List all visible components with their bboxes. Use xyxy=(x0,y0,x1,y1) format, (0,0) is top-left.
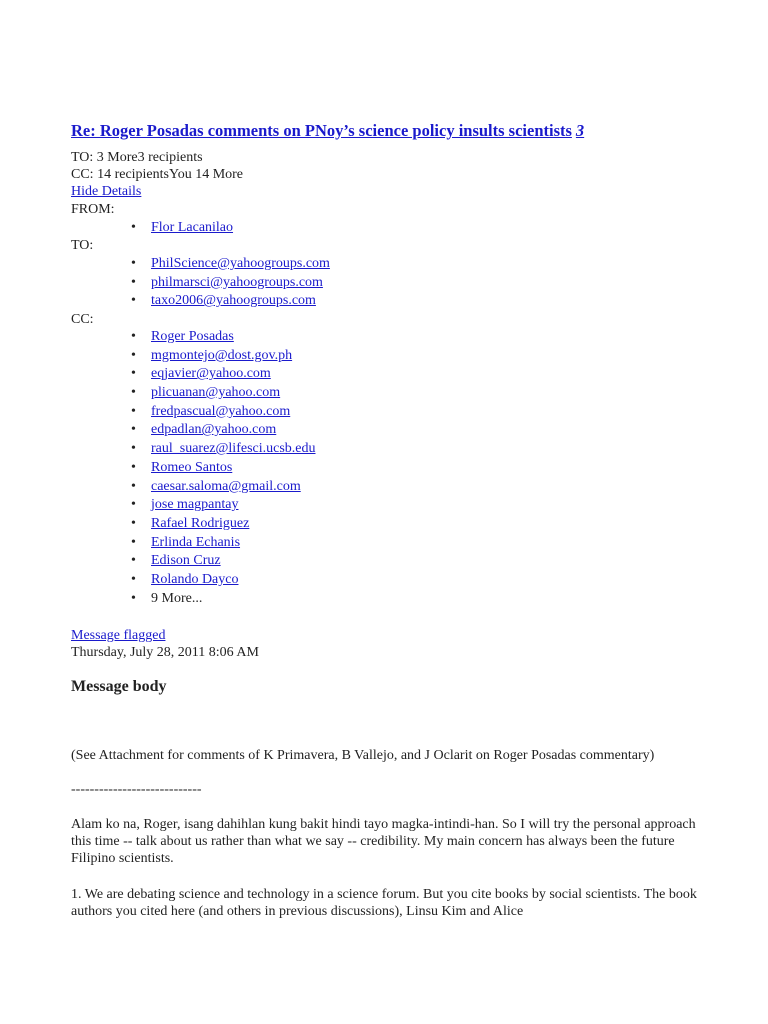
from-label: FROM: xyxy=(71,202,115,217)
cc-recipient-link-roger-posadas[interactable]: Roger Posadas xyxy=(151,329,234,344)
cc-recipient-item xyxy=(131,534,316,553)
message-date: Thursday, July 28, 2011 8:06 AM xyxy=(71,645,259,660)
cc-recipient-item xyxy=(131,421,316,440)
cc-summary: CC: 14 recipientsYou 14 More xyxy=(71,167,244,182)
cc-recipient-item xyxy=(131,496,316,515)
cc-recipient-link-edison-cruz[interactable]: Edison Cruz xyxy=(151,553,221,569)
cc-recipient-link-eqjavier-yahoo-com[interactable]: eqjavier@yahoo.com xyxy=(151,366,271,382)
subject-link[interactable]: Re: Roger Posadas comments on PNoy’s science policy insults scientists xyxy=(71,121,572,140)
email-subject xyxy=(71,121,584,141)
cc-recipient-item xyxy=(131,552,316,571)
message-body-title: Message body xyxy=(71,678,167,695)
to-list xyxy=(131,255,330,311)
cc-recipient-item xyxy=(131,515,316,534)
cc-recipient-link-edpadlan-yahoo-com[interactable]: edpadlan@yahoo.com xyxy=(151,422,277,438)
cc-more-recipients[interactable] xyxy=(131,590,316,609)
cc-label: CC: xyxy=(71,312,94,327)
from-recipient-item xyxy=(131,219,233,238)
cc-recipient-link-rolando-dayco[interactable]: Rolando Dayco xyxy=(151,571,239,587)
cc-recipient-item xyxy=(131,403,316,422)
to-recipient-link-philscience-yahoogroups-com[interactable]: PhilScience@yahoogroups.com xyxy=(151,256,330,271)
to-label: TO: xyxy=(71,238,94,253)
body-paragraph-point-1: 1. We are debating science and technology in a science forum. But you cite books by social scientists. The book authors you cited here (and others in previous discussions), Linsu Kim and Alice xyxy=(71,887,697,919)
cc-recipient-item xyxy=(131,347,316,366)
cc-recipient-link-fredpascual-yahoo-com[interactable]: fredpascual@yahoo.com xyxy=(151,403,291,419)
body-paragraph-personal-approach: Alam ko na, Roger, isang dahihlan kung bakit hindi tayo magka-intindi-han. So I will try the personal approach this time -- talk about us rather than what we say -- credibility. My main concern has always been the future Filipino scientists. xyxy=(71,817,696,866)
to-recipient-link-philmarsci-yahoogroups-com[interactable]: philmarsci@yahoogroups.com xyxy=(151,274,323,290)
to-recipient-item xyxy=(131,274,330,293)
cc-recipient-item xyxy=(131,571,316,590)
cc-recipient-link-caesar-saloma-gmail-com[interactable]: caesar.saloma@gmail.com xyxy=(151,478,301,494)
cc-recipient-item xyxy=(131,459,316,478)
cc-list xyxy=(131,328,316,608)
cc-recipient-item xyxy=(131,440,316,459)
to-recipient-item xyxy=(131,255,330,274)
cc-recipient-link-erlinda-echanis[interactable]: Erlinda Echanis xyxy=(151,534,241,550)
cc-recipient-link-plicuanan-yahoo-com[interactable]: plicuanan@yahoo.com xyxy=(151,385,281,401)
to-summary: TO: 3 More3 recipients xyxy=(71,150,203,165)
thread-count-link[interactable]: 3 xyxy=(575,121,585,140)
from-recipient-link-flor-lacanilao[interactable]: Flor Lacanilao xyxy=(151,220,234,235)
message-flagged-link[interactable]: Message flagged xyxy=(71,628,166,643)
cc-recipient-link-rafael-rodriguez[interactable]: Rafael Rodriguez xyxy=(151,515,250,531)
hide-details-link[interactable]: Hide Details xyxy=(71,184,142,199)
cc-more-label: 9 More... xyxy=(151,590,203,606)
body-separator: ---------------------------- xyxy=(71,782,202,797)
cc-recipient-item xyxy=(131,328,316,347)
cc-recipient-item xyxy=(131,365,316,384)
to-recipient-item xyxy=(131,292,330,311)
cc-recipient-link-romeo-santos[interactable]: Romeo Santos xyxy=(151,459,233,475)
to-recipient-link-taxo2006-yahoogroups-com[interactable]: taxo2006@yahoogroups.com xyxy=(151,293,316,309)
body-paragraph-attachment-note: (See Attachment for comments of K Primavera, B Vallejo, and J Oclarit on Roger Posadas commentary) xyxy=(71,748,655,763)
cc-recipient-link-mgmontejo-dost-gov-ph[interactable]: mgmontejo@dost.gov.ph xyxy=(151,347,293,363)
from-list xyxy=(131,219,233,238)
cc-recipient-item xyxy=(131,478,316,497)
cc-recipient-item xyxy=(131,384,316,403)
cc-recipient-link-jose-magpantay[interactable]: jose magpantay xyxy=(151,497,239,513)
cc-recipient-link-raul-suarez-lifesci-ucsb-edu[interactable]: raul_suarez@lifesci.ucsb.edu xyxy=(151,441,316,457)
